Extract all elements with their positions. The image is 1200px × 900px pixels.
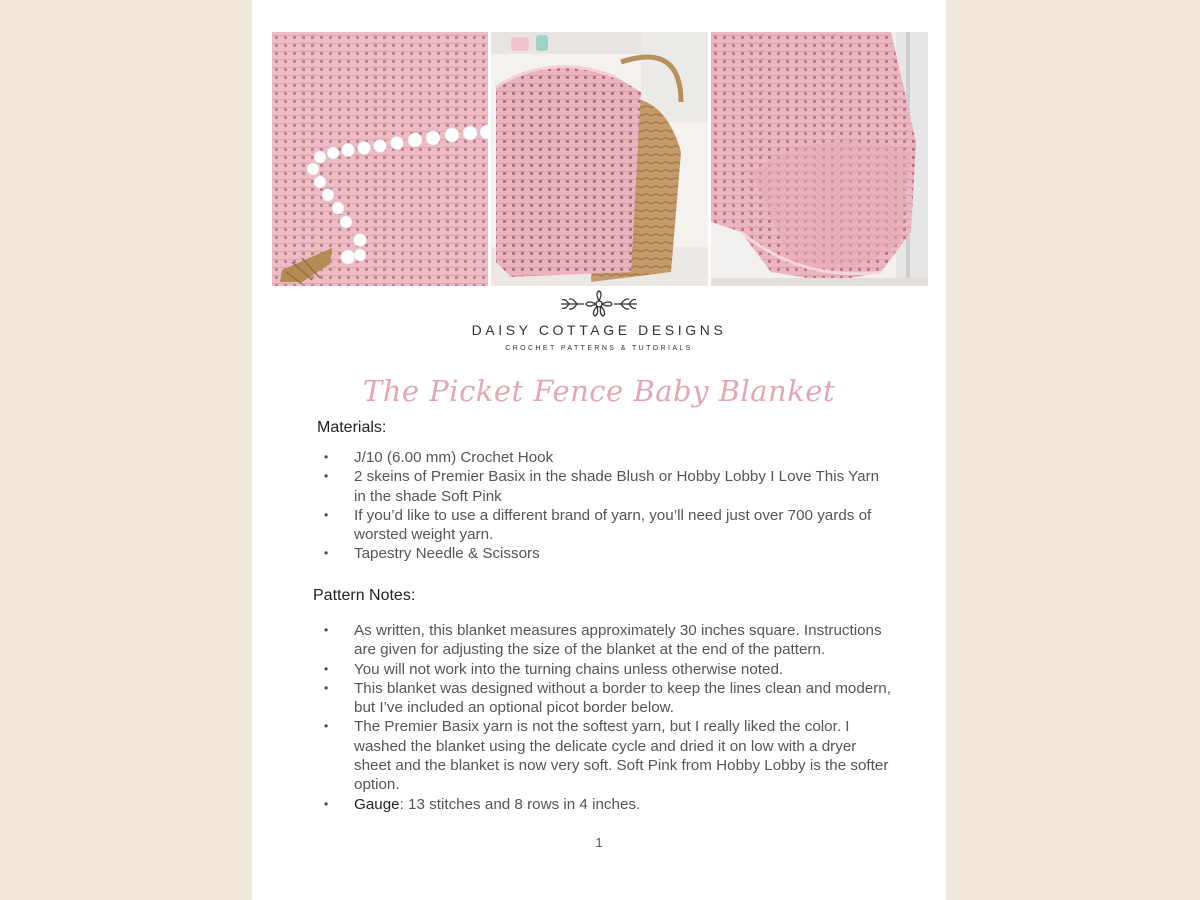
list-item: • This blanket was designed without a border to keep the lines clean and modern, but I’ve included an optional picot border below. [322,679,892,718]
photo-blanket-draped [711,32,928,286]
photo-blanket-in-basket [491,32,708,286]
flower-wreath-icon [557,290,641,318]
pattern-notes-list [322,621,892,814]
pattern-notes-heading: Pattern Notes: [313,587,416,604]
brand-tagline: CROCHET PATTERNS & TUTORIALS [505,345,693,352]
gauge-item [322,795,892,814]
list-item: • Tapestry Needle & Scissors [322,544,892,563]
list-item: • You will not work into the turning chains unless otherwise noted. [322,660,892,679]
list-item: • J/10 (6.00 mm) Crochet Hook [322,448,892,467]
photo-strip [272,32,928,286]
brand-name: DAISY COTTAGE DESIGNS [471,322,727,338]
list-item: • If you’d like to use a different brand of yarn, you’ll need just over 700 yards of worsted weight yarn. [322,506,892,545]
list-item: • 2 skeins of Premier Basix in the shade Blush or Hobby Lobby I Love This Yarn in the shade Soft Pink [322,467,892,506]
page-title: The Picket Fence Baby Blanket [362,374,836,408]
materials-heading: Materials: [317,419,387,436]
list-item: • As written, this blanket measures approximately 30 inches square. Instructions are given for adjusting the size of the blanket at the end of the pattern. [322,621,892,660]
gauge-label: Gauge [354,795,400,813]
document-page [252,0,946,900]
gauge-text: : 13 stitches and 8 rows in 4 inches. [399,795,641,813]
list-item: • The Premier Basix yarn is not the softest yarn, but I really liked the color. I washed the blanket using the delicate cycle and dried it on low with a dryer sheet and the blanket is now very soft. Soft Pink from Hobby Lobby is the softer option. [322,717,892,794]
materials-list [322,448,892,564]
photo-blanket-with-beads [272,32,488,286]
page-number: 1 [595,835,603,850]
